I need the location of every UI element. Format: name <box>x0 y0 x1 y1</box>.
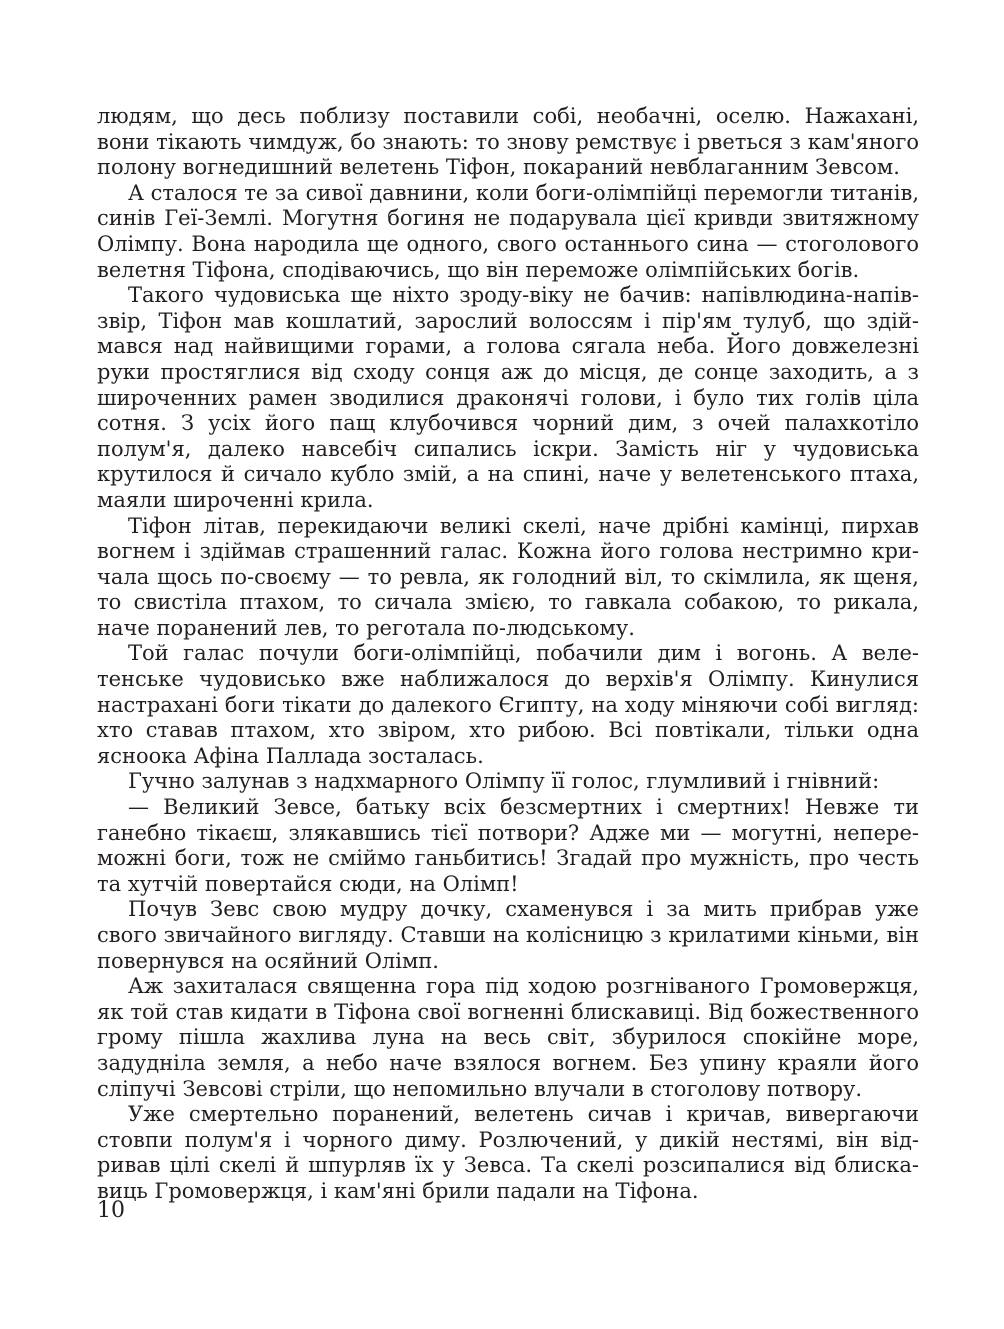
paragraph: Аж захиталася священна гора під ходою розгніваного Громовержця, як той став кидати в Тіфона свої вогненні блискавиці. Від божественного грому пішла жахлива луна на весь світ, збурилося спокійне море, задудніла земля, а небо наче взялося вогнем. Без упину краяли його сліпучі Зевсові стріли, що непомильно влучали в стоголову потвору. <box>97 974 919 1101</box>
paragraph: Гучно залунав з надхмарного Олімпу її голос, глумливий і гнівний: <box>128 769 880 794</box>
paragraph: Тіфон літав, перекидаючи великі скелі, наче дрібні камінці, пирхав вогнем і здіймав страшенний галас. Кожна його голова нестримно кричала щось по-своєму — то ревла, як голодний віл, то скімлила, як щеня, то свистіла птахом, то сичала змією, то гавкала собакою, то рикала, наче поранений лев, то реготала по-людському. <box>97 513 919 640</box>
paragraph: Почув Зевс свою мудру дочку, схаменувся і за мить прибрав уже свого звичайного вигляду. Ставши на колісницю з крилатими кіньми, він повернувся на осяйний Олімп. <box>97 897 919 973</box>
dialogue-paragraph: — Великий Зевсе, батьку всіх безсмертних і смертних! Невже ти ганебно тікаєш, злякавшись тієї потвори? Адже ми — могутні, непереможні боги, тож не сміймо ганьбитись! Згадай про мужність, про честь та хутчій повертайся сюди, на Олімп! <box>97 795 919 896</box>
paragraph: Уже смертельно поранений, велетень сичав і кричав, вивергаючи стовпи полум'я і чорного диму. Розлючений, у дикій нестямі, він відривав цілі скелі й шпурляв їх у Зевса. Та скелі розсипалися від блискавиць Громовержця, і кам'яні брили падали на Тіфона. <box>97 1102 919 1203</box>
body-text <box>97 104 919 1205</box>
page-number: 10 <box>97 1198 125 1223</box>
paragraph: Той галас почули боги-олімпійці, побачили дим і вогонь. А велетенське чудовисько вже наближалося до верхів'я Олімпу. Кинулися настрахані боги тікати до далекого Єгипту, на ходу міняючи собі вигляд: хто ставав птахом, хто звіром, хто рибою. Всі повтікали, тільки одна ясноока Афіна Паллада зосталась. <box>97 641 919 768</box>
paragraph: А сталося те за сивої давнини, коли боги-олімпійці перемогли титанів, синів Геї-Землі. Могутня богиня не подарувала цієї кривди звитяжному Олімпу. Вона народила ще одного, свого останнього сина — стоголового велетня Тіфона, сподіваючись, що він переможе олімпійських богів. <box>97 180 919 282</box>
paragraph: людям, що десь поблизу поставили собі, необачні, оселю. Нажахані, вони тікають чимдуж, бо знають: то знову ремствує і рветься з кам'яного полону вогнедишний велетень Тіфон, покараний невблаганним Зевсом. <box>97 104 919 180</box>
paragraph: Такого чудовиська ще ніхто зроду-віку не бачив: напівлюдина-напівзвір, Тіфон мав кошлатий, зарослий волоссям і пір'ям тулуб, що здіймався над найвищими горами, а голова сягала неба. Його довжелезні руки простяглися від сходу сонця аж до місця, де сонце заходить, а з широченних рамен зводилися драконячі голови, і було тих голів ціла сотня. З усіх його пащ клубочився чорний дим, з очей палахкотіло полум'я, далеко навсебіч сипались іскри. Замість ніг у чудовиська крутилося й сичало кубло змій, а на спині, наче у велетенського птаха, маяли широченні крила. <box>97 283 919 512</box>
